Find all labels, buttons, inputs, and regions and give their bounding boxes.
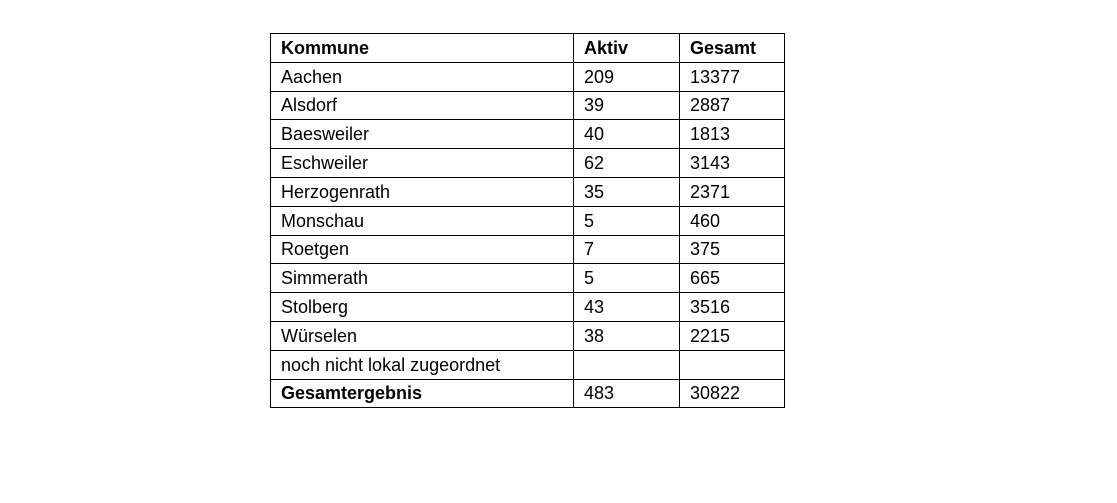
table-row — [271, 177, 785, 206]
cell-aktiv: 43 — [574, 293, 680, 322]
header-aktiv: Aktiv — [574, 34, 680, 63]
table-row — [271, 293, 785, 322]
total-label: Gesamtergebnis — [271, 379, 574, 408]
cell-kommune: Stolberg — [271, 293, 574, 322]
table-total-row — [271, 379, 785, 408]
cell-kommune: Baesweiler — [271, 120, 574, 149]
cell-gesamt: 665 — [680, 264, 785, 293]
cell-gesamt: 2887 — [680, 91, 785, 120]
cell-kommune: Monschau — [271, 206, 574, 235]
cell-kommune: Roetgen — [271, 235, 574, 264]
kommune-table — [270, 33, 785, 408]
table-row — [271, 235, 785, 264]
table-row — [271, 120, 785, 149]
cell-kommune: Eschweiler — [271, 149, 574, 178]
cell-kommune: Simmerath — [271, 264, 574, 293]
cell-gesamt: 375 — [680, 235, 785, 264]
table-row — [271, 62, 785, 91]
total-aktiv: 483 — [574, 379, 680, 408]
cell-aktiv: 40 — [574, 120, 680, 149]
table-row — [271, 206, 785, 235]
cell-aktiv: 38 — [574, 321, 680, 350]
cell-kommune: noch nicht lokal zugeordnet — [271, 350, 574, 379]
cell-gesamt: 13377 — [680, 62, 785, 91]
cell-gesamt: 3516 — [680, 293, 785, 322]
total-gesamt: 30822 — [680, 379, 785, 408]
cell-kommune: Würselen — [271, 321, 574, 350]
cell-aktiv: 5 — [574, 206, 680, 235]
cell-aktiv: 62 — [574, 149, 680, 178]
cell-aktiv — [574, 350, 680, 379]
table-header-row — [271, 34, 785, 63]
table-row — [271, 350, 785, 379]
cell-gesamt: 3143 — [680, 149, 785, 178]
cell-gesamt: 2371 — [680, 177, 785, 206]
cell-aktiv: 39 — [574, 91, 680, 120]
table-row — [271, 91, 785, 120]
cell-gesamt: 2215 — [680, 321, 785, 350]
table-row — [271, 149, 785, 178]
cell-aktiv: 209 — [574, 62, 680, 91]
cell-kommune: Herzogenrath — [271, 177, 574, 206]
cell-gesamt: 1813 — [680, 120, 785, 149]
cell-gesamt — [680, 350, 785, 379]
table-row — [271, 321, 785, 350]
cell-aktiv: 5 — [574, 264, 680, 293]
cell-aktiv: 7 — [574, 235, 680, 264]
header-gesamt: Gesamt — [680, 34, 785, 63]
cell-kommune: Aachen — [271, 62, 574, 91]
cell-gesamt: 460 — [680, 206, 785, 235]
header-kommune: Kommune — [271, 34, 574, 63]
cell-kommune: Alsdorf — [271, 91, 574, 120]
cell-aktiv: 35 — [574, 177, 680, 206]
table-row — [271, 264, 785, 293]
